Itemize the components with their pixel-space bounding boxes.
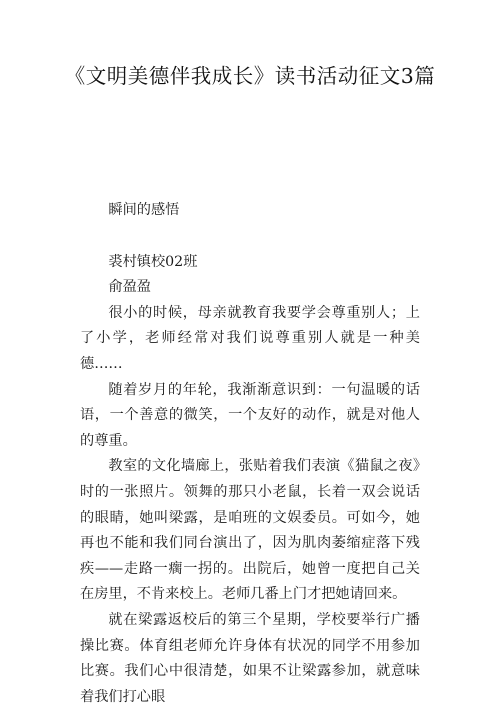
author-name: 俞盈盈 — [108, 279, 151, 296]
document-title: 《文明美德伴我成长》读书活动征文3篇 — [64, 64, 436, 88]
paragraph: 就在梁露返校后的第三个星期，学校要举行广播操比赛。体育组老师允许身体有状况的同学不用参加比赛。我们心中很清楚，如果不让梁露参加，就意味着我们打心眼 — [80, 611, 420, 705]
paragraph: 随着岁月的年轮，我渐渐意识到：一句温暖的话语，一个善意的微笑，一个友好的动作，就是对他人的尊重。 — [80, 381, 420, 449]
school-class: 裘村镇校02班 — [108, 253, 198, 270]
spacer — [80, 224, 420, 250]
document-body — [80, 198, 420, 710]
paragraph: 很小的时候，母亲就教育我要学会尊重别人；上了小学，老师经常对我们说尊重别人就是一种美德…… — [80, 304, 420, 372]
essay-title: 瞬间的感悟 — [108, 202, 180, 218]
paragraph: 教室的文化墙廊上，张贴着我们表演《猫鼠之夜》时的一张照片。领舞的那只小老鼠，长着一双会说话的眼睛，她叫梁露，是咱班的文娱委员。可如今，她再也不能和我们同台演出了，因为肌肉萎缩症落下残疾——走路一瘸一拐的。出院后，她曾一度把自己关在房里，不肯来校上。老师几番上门才把她请回来。 — [80, 458, 420, 603]
